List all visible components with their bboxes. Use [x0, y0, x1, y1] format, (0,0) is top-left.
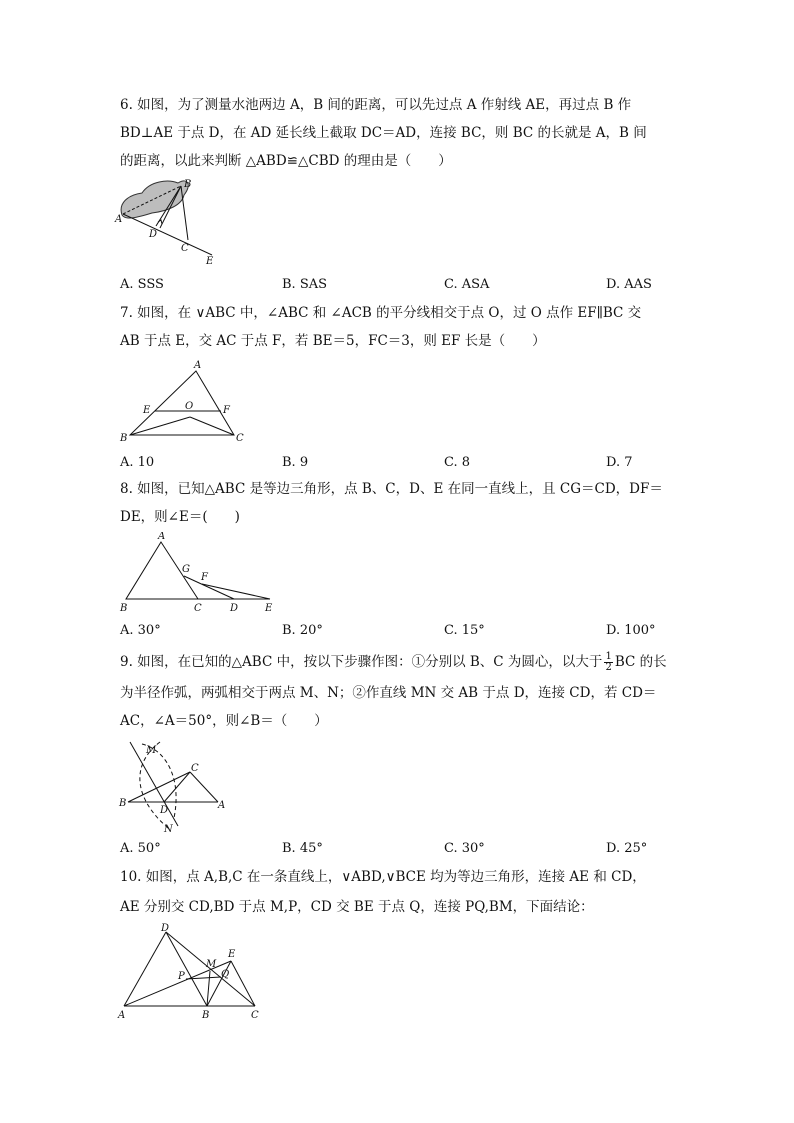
segment-fe: [202, 584, 270, 599]
q8-option-d[interactable]: D. 100°: [606, 623, 656, 638]
q10-line-2: AE 分别交 CD,BD 于点 M,P，CD 交 BE 于点 Q，连接 PQ,BM，下面结论：: [120, 899, 594, 915]
q6-line-3: 的距离，以此来判断 △ABD≌△CBD 的理由是（ ）: [120, 153, 452, 169]
q6-option-c[interactable]: C. ASA: [444, 277, 490, 292]
q7-option-b[interactable]: B. 9: [282, 455, 309, 470]
q9-label-c: C: [191, 763, 199, 774]
q10-label-p: P: [178, 971, 185, 982]
segment-gd: [184, 576, 234, 599]
q6-label-e: E: [206, 256, 214, 267]
q8-option-c[interactable]: C. 15°: [444, 623, 485, 638]
q8-figure: [114, 532, 286, 614]
q8-label-a: A: [158, 532, 166, 542]
segment-ca: [190, 772, 218, 802]
q9-option-c[interactable]: C. 30°: [444, 841, 485, 856]
q9-label-d: D: [160, 805, 169, 816]
q6-figure: [112, 175, 232, 270]
q8-label-c: C: [194, 603, 202, 614]
q10-figure: [114, 922, 266, 1020]
q6-label-a: A: [115, 214, 123, 225]
q8-label-f: F: [201, 572, 208, 583]
q7-label-e: E: [143, 405, 151, 416]
bisector-co: [190, 417, 234, 435]
fraction-one-half: $\frac{1}{2}$: [605, 651, 612, 673]
pond-shape: [121, 181, 188, 218]
q9-line-2: 为半径作弧，两弧相交于两点 M、N；②作直线 MN 交 AB 于点 D，连接 CD，若 CD＝: [120, 685, 657, 701]
q6-option-d[interactable]: D. AAS: [606, 277, 652, 292]
segment-db: [166, 932, 207, 1006]
q10-label-e: E: [228, 949, 236, 960]
q6-option-b[interactable]: B. SAS: [282, 277, 328, 292]
q8-option-b[interactable]: B. 20°: [282, 623, 323, 638]
q10-label-b: B: [202, 1010, 210, 1020]
q9-option-a[interactable]: A. 50°: [120, 841, 161, 856]
q9-line-3: AC，∠A＝50°，则∠B＝（ ）: [120, 713, 328, 729]
q9-option-b[interactable]: B. 45°: [282, 841, 323, 856]
triangle-abc: [130, 371, 234, 435]
q9-line-1-tail: BC 的长: [614, 654, 667, 670]
q7-label-o: O: [185, 401, 194, 412]
q7-line-1: 7. 如图，在 ∨ABC 中，∠ABC 和 ∠ACB 的平分线相交于点 O，过 O 点作 EF∥BC 交: [120, 305, 642, 321]
q9-label-a: A: [218, 800, 226, 811]
q9-line-1-text: 9. 如图，在已知的△ABC 中，按以下步骤作图：①分别以 B、C 为圆心，以大于: [120, 654, 603, 670]
q6-label-b: B: [184, 179, 192, 190]
q6-label-c: C: [181, 243, 189, 254]
q7-option-a[interactable]: A. 10: [120, 455, 155, 470]
segment-ec: [231, 961, 255, 1006]
q8-label-e: E: [265, 603, 273, 614]
q8-line-2: DE，则∠E＝( ): [120, 509, 240, 525]
q7-option-d[interactable]: D. 7: [606, 455, 633, 470]
q7-line-2: AB 于点 E，交 AC 于点 F，若 BE＝5，FC＝3，则 EF 长是（ ）: [120, 333, 546, 349]
q10-label-m: M: [206, 959, 217, 970]
ray-ae: [123, 214, 212, 255]
segment-ad: [124, 932, 166, 1006]
q9-label-b: B: [119, 798, 127, 809]
q6-label-d: D: [149, 229, 158, 240]
q7-option-c[interactable]: C. 8: [444, 455, 471, 470]
q8-label-g: G: [182, 564, 190, 575]
q9-label-m: M: [146, 745, 157, 756]
q10-label-c: C: [251, 1010, 259, 1020]
q8-label-b: B: [120, 603, 128, 614]
q7-figure: [114, 355, 254, 447]
q6-line-2: BD⊥AE 于点 D，在 AD 延长线上截取 DC＝AD，连接 BC，则 BC 的长就是 A，B 间: [120, 125, 647, 141]
segment-bc: [128, 772, 190, 802]
q7-label-c: C: [236, 433, 244, 444]
q6-option-a[interactable]: A. SSS: [120, 277, 164, 292]
q10-line-1: 10. 如图，点 A,B,C 在一条直线上，∨ABD,∨BCE 均为等边三角形，连接 AE 和 CD，: [120, 869, 646, 885]
q9-label-n: N: [164, 824, 173, 835]
q7-label-a: A: [194, 360, 202, 371]
q6-line-1: 6. 如图，为了测量水池两边 A，B 间的距离，可以先过点 A 作射线 AE，再过点 B 作: [120, 97, 632, 113]
q10-label-q: Q: [221, 969, 230, 980]
q9-option-d[interactable]: D. 25°: [606, 841, 648, 856]
q8-label-d: D: [230, 603, 239, 614]
q9-figure: [116, 738, 234, 836]
segment-cd: [164, 772, 190, 802]
q7-label-b: B: [120, 433, 128, 444]
q10-label-d: D: [161, 923, 170, 934]
q8-option-a[interactable]: A. 30°: [120, 623, 161, 638]
q7-label-f: F: [223, 405, 230, 416]
q8-line-1: 8. 如图，已知△ABC 是等边三角形，点 B、C，D、E 在同一直线上，且 CG＝CD，DF＝: [120, 481, 663, 497]
q9-line-1: [120, 652, 667, 673]
q10-label-a: A: [118, 1010, 126, 1020]
